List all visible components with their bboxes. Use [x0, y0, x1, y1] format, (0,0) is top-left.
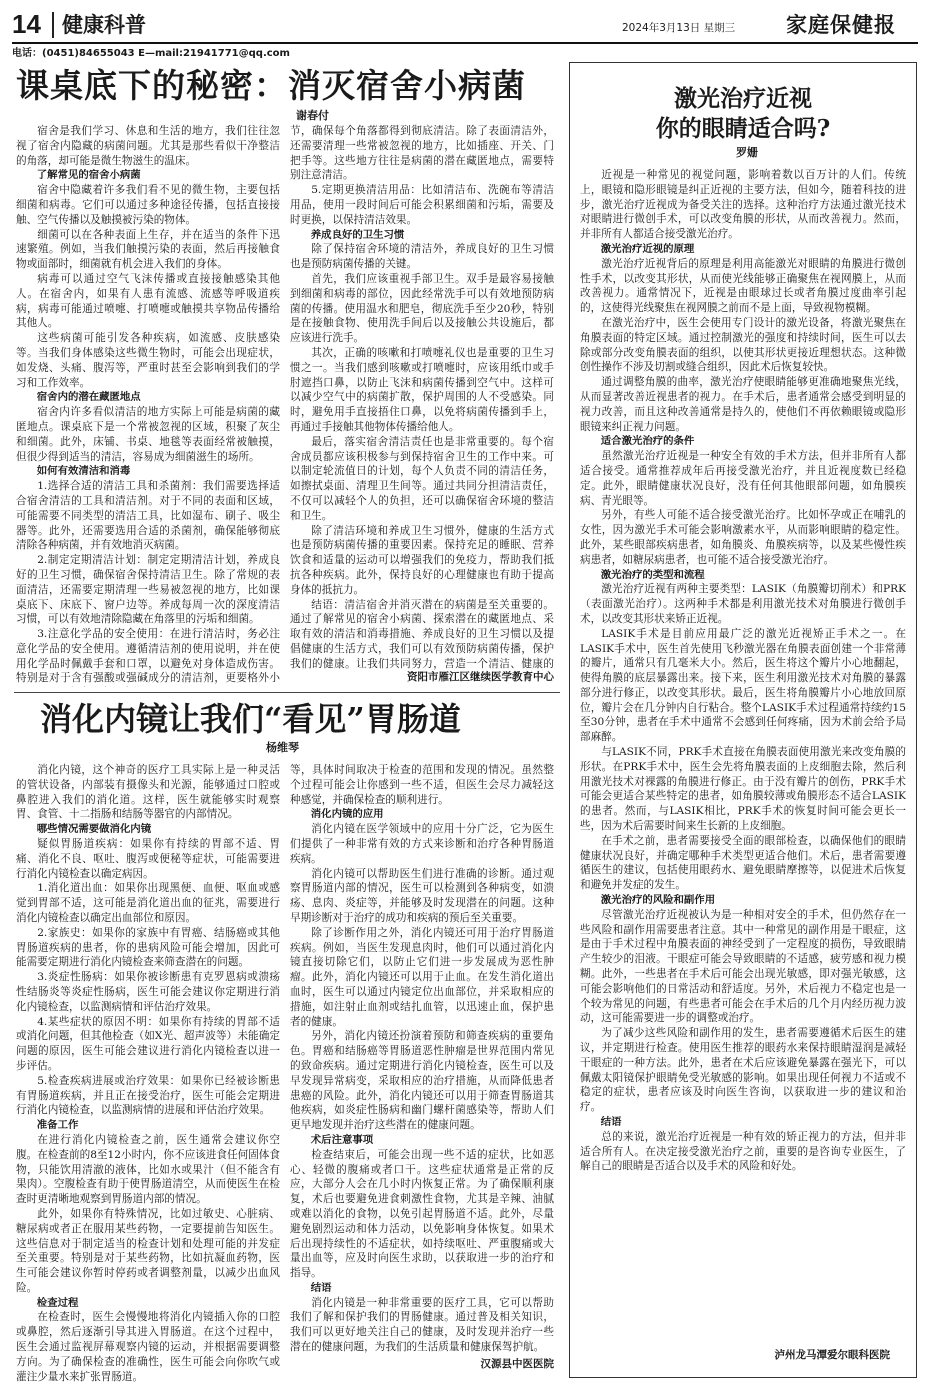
paragraph: 在进行消化内镜检查之前，医生通常会建议你空腹。在检查前的8至12小时内，你不应该进食任何固体食物，只能饮用清澈的液体，比如水或果汁（但不能含有果肉）。空腹检查有助于使胃肠道清空，从而使医生在检查时更清晰地观察到胃肠道内部的情况。: [16, 1133, 280, 1206]
subheading: 激光治疗的风险和副作用: [600, 894, 716, 907]
paragraph: 与LASIK不同，PRK手术直接在角膜表面使用激光来改变角膜的形状。在PRK手术中，医生会先将角膜表面的上皮细胞去除，然后利用激光技术对裸露的角膜进行修正。由于没有瓣片的创伤，PRK手术可能会更适合某些特定的患者，如角膜较薄或角膜形态不适合LASIK的患者。然而，与LASIK相比，PRK手术的恢复时间可能会更长一些，因为术后需要时间来生长新的上皮细胞。: [580, 746, 906, 833]
article2-column-2: [290, 763, 554, 1355]
paragraph: 在检查时，医生会慢慢地将消化内镜插入你的口腔或鼻腔，然后逐渐引导其进入胃肠道。在这个过程中，医生会通过监视屏幕观察内镜的运动，并根据需要调整方向。为了确保检查的准确性，医生可能会向你吹气或灌注少量水来扩张胃肠道。: [16, 1311, 280, 1383]
contact-line: 电话：(0451)84655043 E—mail:21941771@qq.com: [12, 48, 290, 59]
article1-column-1: [16, 124, 280, 687]
section-title: 健康科普: [62, 12, 146, 37]
paragraph: LASIK手术是目前应用最广泛的激光近视矫正手术之一。在LASIK手术中，医生首先使用飞秒激光器在角膜表面创建一个非常薄的瓣片，通常只有几毫米大小。然后，医生将这个瓣片小心地翻起，使得角膜的底层暴露出来。接下来，医生利用激光技术对角膜的暴露部分进行修正，以改变其形状。最后，医生将角膜瓣片小心地放回原位，瓣片会在几分钟内自行粘合。整个LASIK手术过程通常持续约15至30分钟，患者在手术中通常不会感到任何疼痛，因为术前会给予局部麻醉。: [580, 627, 906, 744]
header-rule: [12, 42, 918, 44]
paragraph: 首先，我们应该重视手部卫生。双手是最容易接触到细菌和病毒的部位，因此经常洗手可以有效地预防病菌的传播。使用温水和肥皂，彻底洗手至少20秒，特别是在接触食物、使用洗手间后以及接触公共设施后，都应该进行洗手。: [290, 272, 554, 345]
paragraph: 近视是一种常见的视觉问题，影响着数以百万计的人们。传统上，眼镜和隐形眼镜是纠正近视的主要方法，但如今，随着科技的进步，激光治疗近视成为备受关注的选择。这种治疗方法通过激光技术对眼睛进行微创手术，可以改变角膜的形状，从而改善视力。然而，并非所有人都适合接受激光治疗。: [580, 169, 906, 241]
subheading: 结语: [310, 1281, 332, 1294]
paragraph: 宿舍内许多看似清洁的地方实际上可能是病菌的藏匿地点。课桌底下是一个常被忽视的区域，积聚了灰尘和细菌。此外，床铺、书桌、地毯等表面经常被触摸，但很少得到适当的清洁，容易成为细菌滋生的场所。: [16, 406, 280, 463]
subheading: 消化内镜的应用: [310, 808, 384, 821]
paragraph: 2.制定定期清洁计划：制定定期清洁计划，养成良好的卫生习惯，确保宿舍保持清洁卫生。除了常规的表面清洁，还需要定期清理一些易被忽视的地方，比如课桌底下、床底下、窗户边等。养成每周一次的深度清洁习惯，可以有效地清除隐藏在角落里的污垢和细菌。: [16, 554, 280, 626]
paragraph: 另外，消化内镜还扮演着预防和筛查疾病的重要角色。胃癌和结肠癌等胃肠道恶性肿瘤是世界范围内常见的致命疾病。通过定期进行消化内镜检查，医生可以及早发现异常病变，采取相应的治疗措施，从而降低患者患癌的风险。此外，消化内镜还可以用于筛查胃肠道其他疾病，如炎症性肠病和幽门螺杆菌感染等，帮助人们更早地发现并治疗这些潜在的健康问题。: [290, 1030, 554, 1132]
paragraph: 除了诊断作用之外，消化内镜还可用于治疗胃肠道疾病。例如，当医生发现息肉时，他们可以通过消化内镜直接切除它们，以防止它们进一步发展成为恶性肿瘤。此外，消化内镜还可以用于止血。在发生消化道出血时，医生可以通过内镜定位出血部位，并采取相应的措施，如注射止血剂或结扎血管，以迅速止血，保护患者的健康。: [290, 926, 554, 1028]
paragraph: 总的来说，激光治疗近视是一种有效的矫正视力的方法，但并非适合所有人。在决定接受激光治疗之前，重要的是咨询专业医生，了解自己的眼睛是否适合以及手术的风险和好处。: [580, 1130, 906, 1173]
paragraph: 结语：清洁宿舍并消灭潜在的病菌是至关重要的。通过了解常见的宿舍小病菌、探索潜在的藏匿地点、采取有效的清洁和消毒措施、养成良好的卫生习惯以及提倡健康的生活方式，我们可以有效预防病菌传播，保护我们的健康。让我们共同努力，营造一个清洁、健康的: [290, 598, 554, 670]
article1-signature: 资阳市雁江区继续医学教育中心: [407, 671, 554, 683]
paragraph: 此外，如果你有特殊情况，比如过敏史、心脏病、糖尿病或者正在服用某些药物，一定要提前告知医生。这些信息对于制定适当的检查计划和处理可能的并发症至关重要。特别是对于某些药物，比如抗凝血药物，医生可能会建议你暂时停药或者调整剂量，以减少出血风险。: [16, 1207, 280, 1294]
paragraph: 除了清洁环境和养成卫生习惯外，健康的生活方式也是预防病菌传播的重要因素。保持充足的睡眠、营养饮食和适量的运动可以增强我们的免疫力，帮助我们抵抗各种疾病。此外，保持良好的心理健康也有助于提高身体的抵抗力。: [290, 524, 554, 596]
article3-title-line-2: 你的眼睛适合吗?: [655, 115, 831, 142]
paragraph: 最后，落实宿舍清洁责任也是非常重要的。每个宿舍成员都应该积极参与到保持宿舍卫生的工作中来。可以制定轮流值日的计划，每个人负责不同的清洁任务，如擦拭桌面、清理卫生间等。通过共同分担清洁责任，不仅可以减轻个人的负担，还可以确保宿舍环境的整洁和卫生。: [290, 435, 554, 522]
paragraph: 检查结束后，可能会出现一些不适的症状，比如恶心、轻微的腹痛或者口干。这些症状通常是正常的反应，大部分人会在几小时内恢复正常。为了确保顺利康复，术后也要避免进食刺激性食物，尤其是辛辣、油腻或难以消化的食物，以免引起胃肠道不适。此外，尽量避免剧烈运动和体力活动，以免影响身体恢复。如果术后出现持续性的不适症状，如持续呕吐、严重腹痛或大量出血等，应及时向医生求助，以获取进一步的治疗和指导。: [290, 1148, 554, 1280]
paragraph: 其次，正确的咳嗽和打喷嚏礼仪也是重要的卫生习惯之一。当我们感到咳嗽或打喷嚏时，应该用纸巾或手肘遮挡口鼻，以防止飞沫和病菌传播到空气中。这样可以减少空气中的病菌扩散，保护周围的人不受感染。同时，避免用手直接捂住口鼻，以免将病菌传播到手上，再通过手接触其他物体传播给他人。: [290, 346, 554, 433]
article1-column-2: [290, 124, 554, 670]
paragraph: 激光治疗近视背后的原理是利用高能激光对眼睛的角膜进行微创性手术，以改变其形状，从而使光线能够正确聚焦在视网膜上，从而改善视力。通常情况下，近视是由眼球过长或者角膜过度曲率引起的，这使得光线聚焦在视网膜之前而不是上面，导致视物模糊。: [580, 257, 906, 315]
article1-title: 课桌底下的秘密：消灭宿舍小病菌: [16, 66, 526, 105]
paragraph: 虽然激光治疗近视是一种安全有效的手术方法，但并非所有人都适合接受。通常推荐成年后再接受激光治疗，并且近视度数已经稳定。此外，眼睛健康状况良好，没有任何其他眼部问题，如角膜疾病、青光眼等。: [580, 450, 906, 507]
subheading: 激光治疗的类型和流程: [600, 568, 705, 581]
paragraph: 另外，有些人可能不适合接受激光治疗。比如怀孕或正在哺乳的女性，因为激光手术可能会影响激素水平，从而影响眼睛的稳定性。此外，某些眼部疾病患者，如角膜炎、角膜疾病等，以及某些慢性疾病患者，如糖尿病患者，也可能不适合接受激光治疗。: [580, 509, 906, 566]
subheading: 检查过程: [36, 1296, 79, 1309]
paragraph: 5.定期更换清洁用品：比如清洁布、洗碗布等清洁用品，使用一段时间后可能会积累细菌和污垢，需要及时更换，以保持清洁效果。: [290, 184, 554, 226]
paragraph: 2.家族史：如果你的家族中有胃癌、结肠癌或其他胃肠道疾病的患者，你的患病风险可能会增加，因此可能需要定期进行消化内镜检查来筛查潜在的问题。: [16, 926, 280, 969]
issue-date: 2024年3月13日 星期三: [622, 22, 736, 34]
subheading: 适合激光治疗的条件: [600, 435, 695, 448]
article-divider: [14, 692, 560, 693]
article2-signature: 汉源县中医医院: [480, 1358, 554, 1370]
article2-column-1: [16, 763, 280, 1384]
paragraph: 为了减少这些风险和副作用的发生，患者需要遵循术后医生的建议，并定期进行检查。使用医生推荐的眼药水来保持眼睛湿润是减轻干眼症的一种方法。此外，患者在术后应该避免暴露在强光下，可以佩戴太阳镜保护眼睛免受光敏感的影响。如果出现任何视力不适或不稳定的症状，患者应该及时向医生咨询，以获取进一步的建议和治疗。: [580, 1027, 906, 1114]
paragraph: 4.某些症状的原因不明：如果你有持续的胃部不适或消化问题，但其他检查（如X光、超声波等）未能确定问题的原因，医生可能会建议进行消化内镜检查以进一步评估。: [16, 1015, 280, 1072]
subheading: 了解常见的宿舍小病菌: [36, 169, 141, 182]
paragraph: 消化内镜在医学领域中的应用十分广泛，它为医生们提供了一种非常有效的方式来诊断和治疗各种胃肠道疾病。: [290, 823, 554, 865]
paragraph: 消化内镜可以帮助医生们进行准确的诊断。通过观察胃肠道内部的情况，医生可以检测到各种病变，如溃疡、息肉、炎症等，并能够及时发现潜在的问题。这种早期诊断对于治疗的成功和疾病的预后至关重要。: [290, 867, 554, 924]
paragraph: 尽管激光治疗近视被认为是一种相对安全的手术，但仍然存在一些风险和副作用需要患者注意。其中一种常见的副作用是干眼症，这是由于手术过程中角膜表面的神经受到了一定程度的损伤，导致眼睛产生较少的泪液。干眼症可能会导致眼睛的不适感，疲劳感和视力模糊。此外，一些患者在手术后可能会出现光敏感，即对强光敏感，这可能会影响他们的日常活动和舒适度。另外，术后视力不稳定也是一个较为常见的问题，有些患者可能会在手术后的几个月内经历视力波动，这可能需要进一步的调整或治疗。: [580, 908, 906, 1025]
subheading: 术后注意事项: [310, 1133, 374, 1146]
paragraph: 除了保持宿舍环境的清洁外，养成良好的卫生习惯也是预防病菌传播的关键。: [290, 243, 554, 271]
page-number: 14: [12, 9, 41, 39]
subheading: 哪些情况需要做消化内镜: [36, 823, 152, 836]
paragraph: 5.检查疾病进展或治疗效果：如果你已经被诊断患有胃肠道疾病，并且正在接受治疗，医生可能会定期进行消化内镜检查，以监测病情的进展和评估治疗效果。: [16, 1074, 280, 1117]
article1-author: 谢春付: [296, 109, 329, 122]
newspaper-name: 家庭保健报: [786, 12, 896, 37]
paragraph: 等，具体时间取决于检查的范围和发现的情况。虽然整个过程可能会让你感到一些不适，但医生会尽力减轻这种感觉，并确保检查的顺利进行。: [290, 764, 554, 806]
article3-author: 罗姗: [736, 146, 758, 159]
subheading: 结语: [600, 1116, 622, 1128]
paragraph: 节，确保每个角落都得到彻底清洁。除了表面清洁外，还需要清理一些常被忽视的地方，比如插座、开关、门把手等。这些地方往往是病菌的潜在藏匿地点，需要特别注意清洁。: [290, 125, 554, 182]
article3-title-line-1: 激光治疗近视: [674, 85, 812, 112]
paragraph: 宿舍中隐藏着许多我们看不见的微生物，主要包括细菌和病毒。它们可以通过多种途径传播，包括直接接触、空气传播以及触摸被污染的物体。: [16, 184, 280, 226]
subheading: 准备工作: [36, 1119, 79, 1132]
article2-author: 杨维琴: [266, 741, 299, 754]
paragraph: 消化内镜，这个神奇的医疗工具实际上是一种灵活的管状设备，内部装有摄像头和光源，能够通过口腔或鼻腔进入我们的消化道。这样，医生就能够实时观察胃、食管、十二指肠和结肠等器官的内部情况。: [16, 764, 280, 821]
paragraph: 细菌可以在各种表面上生存，并在适当的条件下迅速繁殖。例如，当我们触摸污染的表面，然后再接触食物或面部时，细菌就有机会进入我们的身体。: [16, 228, 280, 271]
subheading: 激光治疗近视的原理: [600, 242, 695, 255]
paragraph: 在激光治疗中，医生会使用专门设计的激光设备，将激光聚焦在角膜表面的特定区域。通过控制激光的强度和持续时间，医生可以去除或部分改变角膜表面的组织，以使其形状更接近理想状态。这种微创性操作不涉及切割或缝合组织，因此术后恢复较快。: [580, 316, 906, 374]
article3-body: [580, 168, 906, 1346]
paragraph: 3.注意化学品的安全使用：在进行清洁时，务必注意化学品的安全使用。遵循清洁剂的使用说明，并在使用化学品时佩戴手套和口罩，以避免对身体造成伤害。特别是对于含有强酸或强碱成分的清洁剂，更要格外小: [16, 628, 280, 685]
paragraph: 这些病菌可能引发各种疾病，如流感、皮肤感染等。当我们身体感染这些微生物时，可能会出现症状，如发烧、头痛、腹泻等，严重时甚至会影响到我们的学习和工作效率。: [16, 332, 280, 389]
paragraph: 3.炎症性肠病：如果你被诊断患有克罗恩病或溃疡性结肠炎等炎症性肠病，医生可能会建议你定期进行消化内镜检查，以监测病情和评估治疗效果。: [16, 971, 280, 1013]
article3-signature: 泸州龙马潭爱尔眼科医院: [774, 1349, 890, 1361]
subheading: 宿舍内的潜在藏匿地点: [36, 391, 141, 404]
article2-title: 消化内镜让我们“看见”胃肠道: [40, 700, 461, 738]
paragraph: 消化内镜是一种非常重要的医疗工具，它可以帮助我们了解和保护我们的胃肠健康。通过普及相关知识，我们可以更好地关注自己的健康，及时发现并治疗一些潜在的健康问题，为我们的生活质量和健康保驾护航。: [290, 1296, 554, 1354]
header-divider: [52, 12, 54, 38]
paragraph: 1.选择合适的清洁工具和杀菌剂：我们需要选择适合宿舍清洁的工具和清洁剂。对于不同的表面和区域，可能需要不同类型的清洁工具，比如湿布、刷子、吸尘器等。此外，还需要选用合适的杀菌剂，确保能够彻底清除各种病菌，并有效地消灭病菌。: [16, 480, 280, 552]
paragraph: 激光治疗近视有两种主要类型：LASIK（角膜瓣切削术）和PRK（表面激光治疗）。这两种手术都是利用激光技术对角膜进行微创手术，以改变其形状来矫正近视。: [580, 583, 906, 625]
paragraph: 在手术之前，患者需要接受全面的眼部检查，以确保他们的眼睛健康状况良好，并确定哪种手术类型更适合他们。术后，患者需要遵循医生的建议，包括使用眼药水、避免眼睛摩擦等，以促进术后恢复和避免并发症的发生。: [580, 834, 906, 892]
paragraph: 疑似胃肠道疾病：如果你有持续的胃部不适、胃痛、消化不良、呕吐、腹泻或便秘等症状，可能需要进行消化内镜检查以确定病因。: [16, 837, 280, 880]
paragraph: 病毒可以通过空气飞沫传播或直接接触感染其他人。在宿舍内，如果有人患有流感、流感等呼吸道疾病，病毒可能通过喷嚏、打喷嚏或触摸共享物品传播给其他人。: [16, 272, 280, 330]
paragraph: 通过调整角膜的曲率，激光治疗使眼睛能够更准确地聚焦光线，从而显著改善近视患者的视力。在手术后，患者通常会感受到明显的视力改善，而且这种改善通常是持久的，使他们不再依赖眼镜或隐形眼镜来纠正视力问题。: [580, 376, 906, 433]
subheading: 如何有效清洁和消毒: [36, 465, 131, 478]
paragraph: 1.消化道出血：如果你出现黑便、血便、呕血或感觉到胃部不适，这可能是消化道出血的征兆，需要进行消化内镜检查以确定出血部位和原因。: [16, 882, 280, 924]
subheading: 养成良好的卫生习惯: [310, 228, 405, 241]
paragraph: 宿舍是我们学习、休息和生活的地方，我们往往忽视了宿舍内隐藏的病菌问题。尤其是那些看似干净整洁的角落，却可能是微生物滋生的温床。: [16, 125, 280, 167]
